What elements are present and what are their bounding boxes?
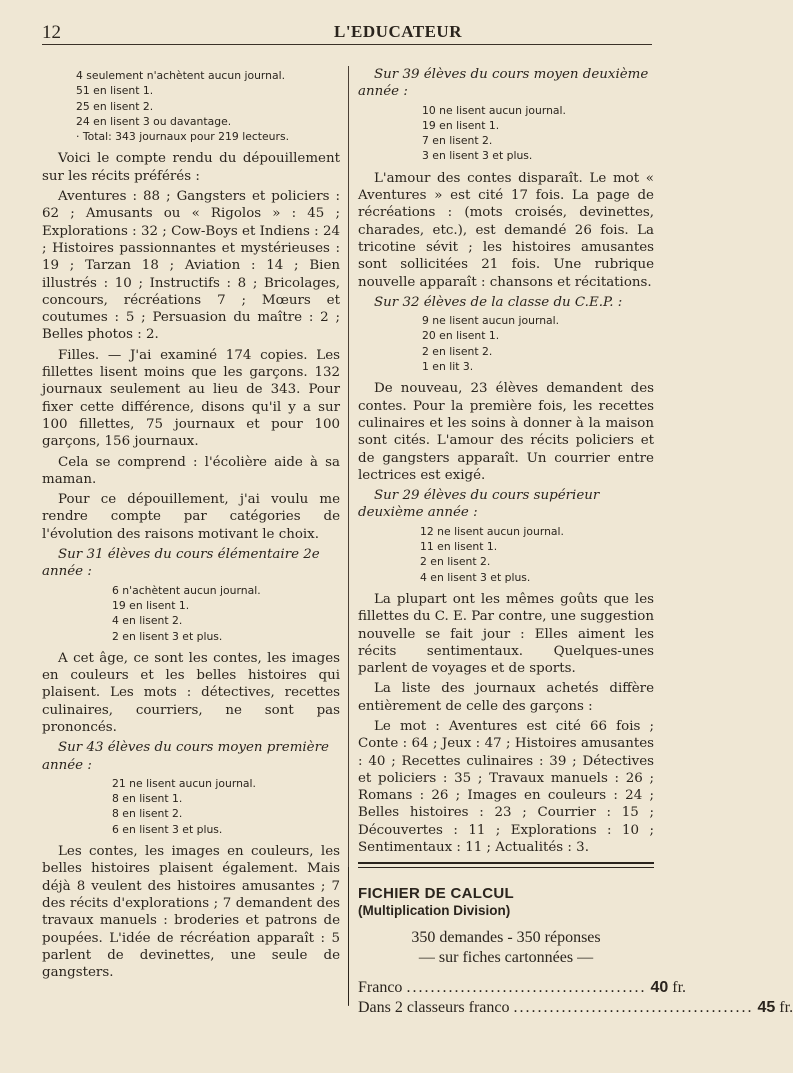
stats-list	[42, 776, 340, 837]
dot-leader: ........................................	[513, 999, 754, 1016]
price-amount	[650, 978, 686, 998]
page-header	[42, 22, 652, 44]
paragraph: L'amour des contes disparaît. Le mot « Aventures » est cité 17 fois. La page de récréations : (mots croisés, devinettes, charades, etc.), est demandé 26 fois. La tricotine sévit ; les histoires amusantes sont sollicitées 21 fois. Une rubrique nouvelle apparaît : chansons et récitations.	[358, 170, 654, 290]
stats-list	[42, 583, 340, 644]
paragraph: Voici le compte rendu du dépouillement sur les récits préférés :	[42, 151, 340, 184]
list-item: 12 ne lisent aucun journal.	[420, 524, 564, 538]
column-divider	[348, 66, 349, 1006]
ad-subtitle: (Multiplication Division)	[358, 903, 511, 918]
paragraph: Aventures : 88 ; Gangsters et policiers : 62 ; Amusants ou « Rigolos » : 45 ; Explorations : 32 ; Cow-Boys et Indiens : 24 ; Histoires passionnantes et mystérieuses : 19 ; Tarzan 18 ; Aviation : 14 ; Bien illustrés : 10 ; Instructifs : 8 ; Bricolages, concours, récréations 7 ; Mœurs et coutumes : 5 ; Persuasion du maître : 2 ; Belles photos : 2.	[42, 189, 340, 343]
section-heading: Sur 29 élèves du cours supérieur deuxième année :	[358, 488, 600, 521]
list-item: 24 en lisent 3 ou davantage.	[76, 114, 232, 128]
price-label: Dans 2 classeurs franco	[358, 999, 510, 1016]
ad-line: 350 demandes - 350 réponses	[411, 929, 601, 946]
list-item: 19 en lisent 1.	[422, 118, 500, 132]
paragraph: Les contes, les images en couleurs, les belles histoires plaisent également. Mais déjà 8 veulent des histoires amusantes ; 7 des récits d'explorations ; 7 demandent des travaux manuels : broderies et patrons de poupées. L'idée de récréation apparaît : 5 parlent de devinettes, une seule de gangsters.	[42, 844, 340, 981]
list-item: 4 en lisent 2.	[112, 614, 183, 628]
list-item: · Total: 343 journaux pour 219 lecteurs.	[76, 130, 290, 144]
ad-box-rule	[358, 867, 654, 868]
list-item: 20 en lisent 1.	[422, 329, 500, 343]
paragraph: Le mot : Aventures est cité 66 fois ; Conte : 64 ; Jeux : 47 ; Histoires amusantes : 40 ; Recettes culinaires : 39 ; Détectives et policiers : 35 ; Travaux manuels : 26 ; Romans : 26 ; Images en couleurs : 24 ; Belles histoires : 23 ; Courrier : 15 ; Découvertes : 11 ; Explorations : 10 ; Sentimentaux : 11 ; Actualités : 3.	[358, 718, 654, 856]
list-item: 2 en lisent 2.	[420, 555, 491, 569]
section-heading: Sur 39 élèves du cours moyen deuxième année :	[358, 67, 649, 100]
paragraph: La liste des journaux achetés diffère entièrement de celle des garçons :	[358, 681, 654, 714]
list-item: 2 en lisent 3 et plus.	[112, 629, 223, 643]
price-amount	[758, 998, 793, 1018]
paragraph: Filles. — J'ai examiné 174 copies. Les fillettes lisent moins que les garçons. 132 journaux seulement au lieu de 343. Pour fixer cette différence, disons qu'il y a sur 100 fillettes, 75 journaux et pour 100 garçons, 156 journaux.	[42, 347, 340, 450]
paragraph: Pour ce dépouillement, j'ai voulu me rendre compte par catégories de l'évolution des raisons motivant le choix.	[42, 492, 340, 542]
left-column	[42, 66, 340, 984]
list-item: 51 en lisent 1.	[76, 84, 154, 98]
list-item: 6 en lisent 3 et plus.	[112, 822, 223, 836]
ad-box-left-border	[348, 867, 349, 1005]
list-item: 19 en lisent 1.	[112, 598, 190, 612]
list-item: 1 en lit 3.	[422, 360, 474, 374]
section-heading: Sur 31 élèves du cours élémentaire 2e année :	[42, 547, 320, 580]
price-row-classeurs	[358, 998, 793, 1018]
ad-box-fichier-calcul	[358, 862, 793, 1018]
page-number: 12	[42, 22, 61, 43]
list-item: 4 seulement n'achètent aucun journal.	[76, 69, 286, 82]
list-item: 11 en lisent 1.	[420, 540, 498, 554]
price-unit: fr.	[779, 999, 793, 1016]
paragraph: La plupart ont les mêmes goûts que les fillettes du C. E. Par contre, une suggestion nouvelle se fait jour : Elles aiment les récits sentimentaux. Quelques-unes parlent de voyages et de sports.	[358, 591, 654, 677]
list-item: 9 ne lisent aucun journal.	[422, 314, 560, 328]
section-heading: Sur 43 élèves du cours moyen première année :	[42, 740, 329, 773]
ad-title: FICHIER DE CALCUL	[358, 885, 514, 902]
journal-title: L'EDUCATEUR	[334, 22, 462, 41]
stats-list	[358, 313, 654, 374]
price-label: Franco	[358, 979, 403, 996]
right-column	[358, 66, 654, 859]
stats-list	[358, 103, 654, 164]
section-heading: Sur 32 élèves de la classe du C.E.P. :	[374, 294, 623, 310]
list-item: 8 en lisent 1.	[112, 792, 183, 806]
price-value: 40	[650, 979, 669, 996]
ad-box-rule	[358, 862, 654, 864]
list-item: 6 n'achètent aucun journal.	[112, 583, 261, 597]
list-item: 10 ne lisent aucun journal.	[422, 103, 566, 117]
stats-list	[358, 524, 654, 585]
price-value: 45	[757, 999, 776, 1016]
dot-leader: ........................................	[406, 979, 647, 996]
list-item: 8 en lisent 2.	[112, 807, 183, 821]
header-divider	[42, 44, 652, 45]
list-item: 25 en lisent 2.	[76, 99, 154, 113]
list-item: 4 en lisent 3 et plus.	[420, 570, 531, 584]
list-item: 3 en lisent 3 et plus.	[422, 149, 533, 163]
list-item: 2 en lisent 2.	[422, 344, 493, 358]
list-item: 7 en lisent 2.	[422, 134, 493, 148]
list-item: 21 ne lisent aucun journal.	[112, 776, 256, 790]
price-row-franco	[358, 978, 687, 998]
paragraph: A cet âge, ce sont les contes, les images en couleurs et les belles histoires qui plaisent. Les mots : détectives, recettes culinaires, courriers, ne sont pas prononcés.	[42, 650, 340, 735]
stats-list-boys	[42, 68, 340, 144]
price-unit: fr.	[672, 979, 687, 996]
paragraph: Cela se comprend : l'écolière aide à sa maman.	[42, 454, 340, 487]
paragraph: De nouveau, 23 élèves demandent des contes. Pour la première fois, les recettes culinaires et les soins à donner à la maison sont cités. L'amour des récits policiers et de gangsters apparaît. Un courrier entre lectrices est exigé.	[358, 381, 654, 483]
ad-line: — sur fiches cartonnées —	[418, 949, 594, 966]
